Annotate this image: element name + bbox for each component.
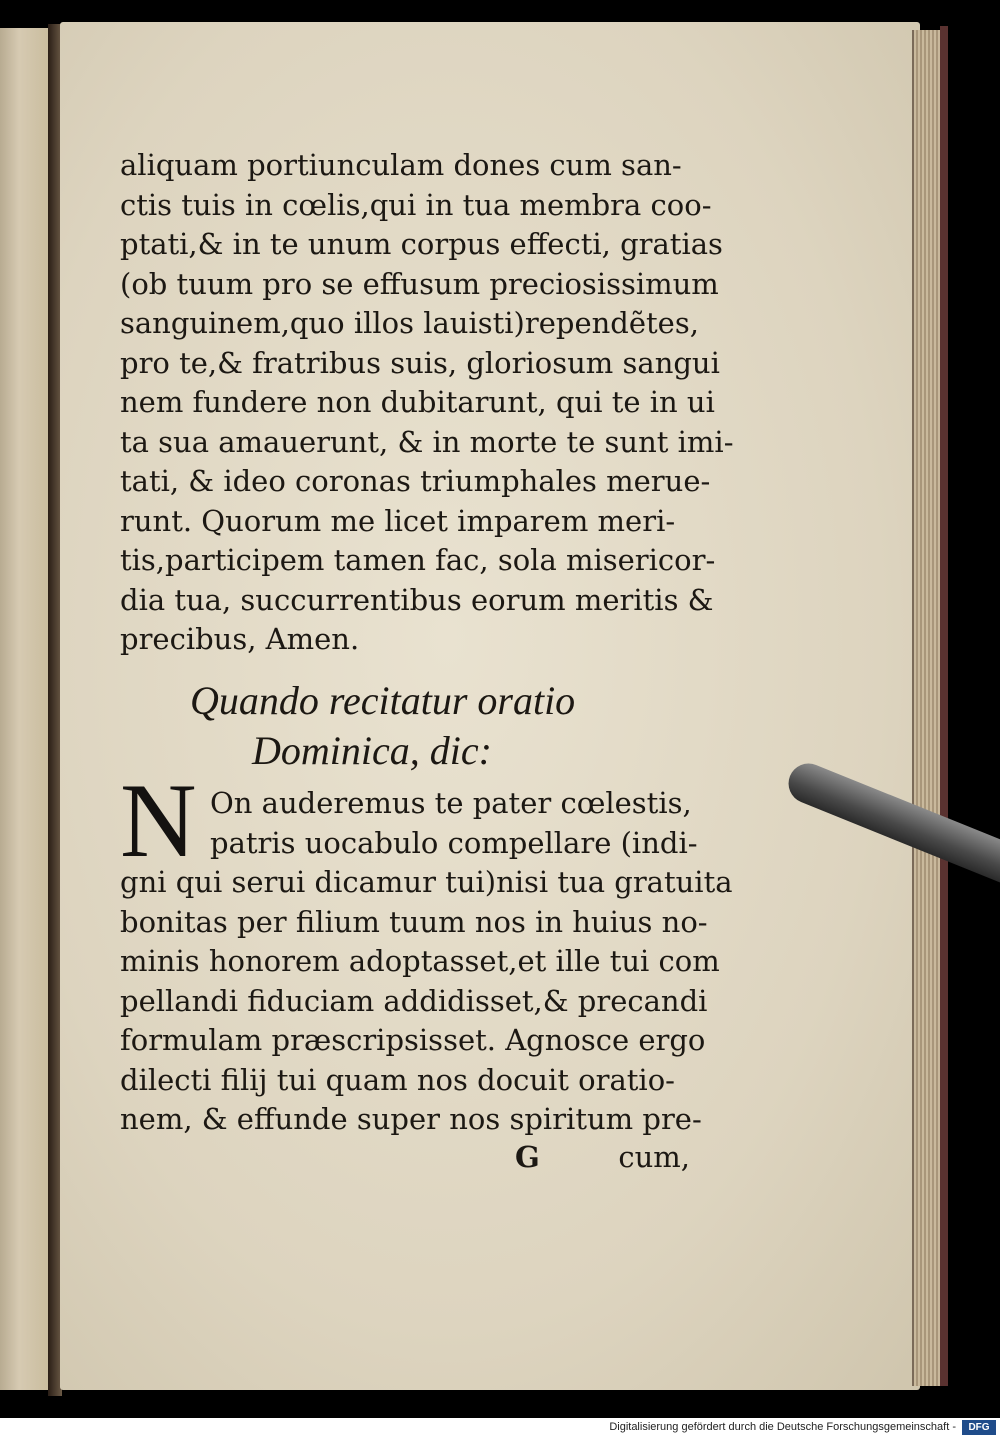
text-line: sanguinem,quo illos lauisti)rependẽtes, (120, 306, 699, 340)
prayer-line: formulam præscripsisset. Agnosce ergo (120, 1023, 706, 1057)
prayer-line: patris uocabulo compellare (indi- (210, 825, 698, 860)
drop-cap: N (120, 762, 197, 879)
heading-line-2: Dominica, dic: (252, 728, 492, 773)
text-line: ta sua amauerunt, & in morte te sunt imi- (120, 424, 734, 459)
text-line: tis,participem tamen fac, sola misericor- (120, 543, 716, 577)
text-line: (ob tuum pro se effusum preciosissimum (120, 266, 719, 301)
text-line: dia tua, succurrentibus eorum meritis & (120, 582, 714, 617)
footer-credit: Digitalisierung gefördert durch die Deutsche Forschungsgemeinschaft - (609, 1421, 956, 1433)
text-line: ctis tuis in cœlis,qui in tua membra coo- (120, 187, 712, 222)
section-heading (190, 676, 640, 776)
prayer-line: pellandi fiduciam addidisset,& precandi (120, 983, 708, 1018)
prayer-line: minis honorem adoptasset,et ille tui com (120, 944, 720, 978)
prayer-line: bonitas per filium tuum nos in huius no- (120, 904, 708, 939)
text-line: ptati,& in te unum corpus effecti, gratias (120, 227, 723, 261)
left-page-edge (0, 28, 50, 1390)
prayer-line: nem, & effunde super nos spiritum pre- (120, 1102, 702, 1136)
text-line: tati, & ideo coronas triumphales merue- (120, 464, 711, 498)
text-line: aliquam portiunculam dones cum san- (120, 148, 682, 182)
prayer-line: On auderemus te pater cœlestis, (210, 786, 692, 820)
text-line: pro te,& fratribus suis, gloriosum sangui (120, 345, 720, 380)
catchword: cum, (618, 1140, 690, 1174)
cover-edge (940, 26, 948, 1386)
prayer-line: dilecti filij tui quam nos docuit oratio- (120, 1062, 675, 1097)
text-line: runt. Quorum me licet imparem meri- (120, 503, 676, 538)
dfg-logo: DFG (962, 1420, 996, 1435)
body-text (120, 146, 734, 660)
text-line: nem fundere non dubitarunt, qui te in ui (120, 385, 715, 419)
footer-bar (0, 1418, 1000, 1438)
heading-line-1: Quando recitatur oratio (190, 678, 576, 723)
signature-mark: G (515, 1140, 540, 1174)
prayer-line: gni qui serui dicamur tui)nisi tua gratuita (120, 865, 733, 899)
text-line: precibus, Amen. (120, 622, 360, 656)
prayer-text (120, 784, 733, 1140)
